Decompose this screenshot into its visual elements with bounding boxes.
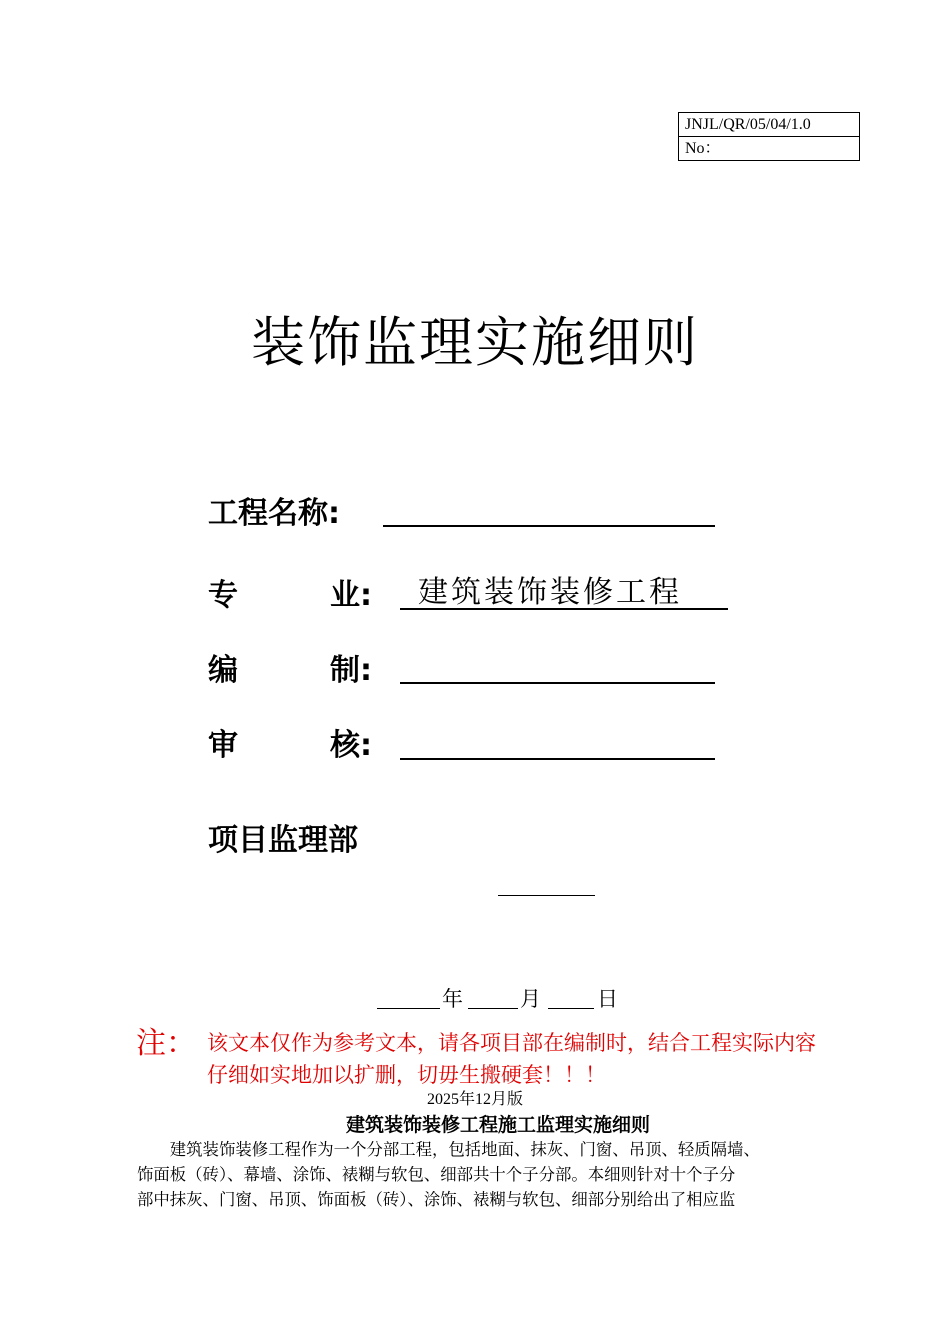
review-line	[400, 758, 715, 760]
document-code-box	[678, 112, 860, 161]
month-label: 月	[520, 987, 541, 1011]
review-label-second: 核:	[330, 728, 372, 763]
major-label-second: 业:	[330, 578, 372, 613]
version-label: 2025年12月版	[426, 1091, 523, 1108]
major-label-first: 专	[208, 578, 238, 613]
document-code: JNJL/QR/05/04/1.0	[685, 116, 811, 133]
body-text-line: 部中抹灰、门窗、吊顶、饰面板（砖）、涂饰、裱糊与软包、细部分别给出了相应监	[137, 1190, 736, 1209]
body-text-line: 建筑装饰装修工程作为一个分部工程，包括地面、抹灰、门窗、吊顶、轻质隔墙、	[137, 1140, 760, 1159]
note-label: 注：	[136, 1026, 196, 1061]
day-line	[548, 1008, 594, 1009]
major-line	[400, 608, 728, 610]
note-line-1: 该文本仅作为参考文本，请各项目部在编制时，结合工程实际内容	[207, 1031, 816, 1055]
page-title: 装饰监理实施细则	[251, 311, 699, 374]
project-name-line	[383, 525, 715, 527]
department-underline	[498, 895, 595, 896]
review-label-first: 审	[208, 728, 238, 763]
month-line	[468, 1008, 518, 1009]
compiled-label-first: 编	[208, 653, 238, 688]
project-name-label: 工程名称:	[208, 496, 340, 531]
day-label: 日	[597, 987, 618, 1011]
note-line-2: 仔细如实地加以扩删，切毋生搬硬套！！！	[207, 1063, 606, 1087]
section-title: 建筑装饰装修工程施工监理实施细则	[345, 1114, 650, 1136]
compiled-line	[400, 682, 715, 684]
year-line	[377, 1008, 440, 1009]
document-number: No：	[679, 136, 859, 160]
year-label: 年	[442, 987, 463, 1011]
body-text-line: 饰面板（砖）、幕墙、涂饰、裱糊与软包、细部共十个子分部。本细则针对十个子分	[137, 1165, 736, 1184]
major-value: 建筑装饰装修工程	[418, 575, 682, 610]
supervision-department: 项目监理部	[208, 823, 358, 858]
compiled-label-second: 制:	[330, 653, 372, 688]
